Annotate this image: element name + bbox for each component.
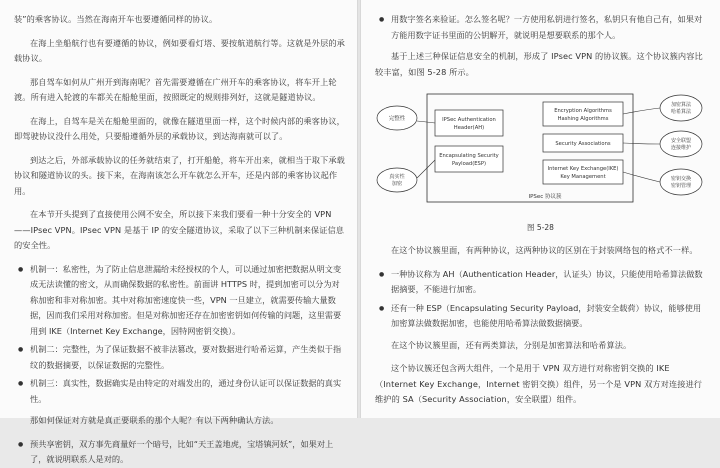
protocol-list <box>375 267 706 332</box>
esp-box-line2: Payload(ESP) <box>452 161 486 167</box>
frame-label: IPSec 协议簇 <box>528 194 562 200</box>
algorithms-line2: Hashing Algorithms <box>557 116 609 122</box>
list-item: ● 一种协议称为 AH（Authentication Header，认证头）协议，只能使用哈希算法做数据摘要，不能进行加密。 <box>375 267 706 298</box>
left-para-5: 到达之后，外部承载协议的任务就结束了，打开船舱，将车开出来，就相当于取下承载协议和隧道协议的头。接下来，在海南该怎么开车就怎么开车，还是内部的乘客协议起作用。 <box>14 154 345 196</box>
algorithms-line1: Encryption Algorithms <box>554 108 612 114</box>
algo-ellipse <box>660 95 702 121</box>
left-para-2: 在海上坐船航行也有要遵循的协议，例如要看灯塔、要按航道航行等。这就是外层的承载协议。 <box>14 37 345 63</box>
right-para-after-fig: 在这个协议簇里面，有两种协议，这两种协议的区别在于封装网络包的格式不一样。 <box>391 245 698 255</box>
esp-box <box>435 146 503 172</box>
sa-ellipse <box>660 131 702 157</box>
ah-box-line1: IPSec Authentication <box>442 117 496 123</box>
left-para-4: 在海上，自驾车是关在船舱里面的，就像在隧道里面一样，这个时候内部的乘客协议，即驾驶协议没什么用处，只要船遵循外层的承载协议，到达海南就可以了。 <box>14 115 345 141</box>
auth-ellipse <box>377 168 417 192</box>
integrity-label: 完整性 <box>388 116 406 122</box>
verify-list-right <box>375 12 706 43</box>
algorithms-box <box>543 102 623 126</box>
right-page <box>361 0 720 418</box>
left-para-6: 在本节开头提到了直接使用公网不安全，所以接下来我们要看一种十分安全的 VPN——IPsec VPN。IPsec VPN 是基于 IP 的安全隧道协议，采取了以下三种机制来保证信息的安全性。 <box>14 209 345 250</box>
list-item: ● 机制二：完整性，为了保证数据不被非法篡改，要对数据进行哈希运算，产生类似于指纹的数据摘要，以保证数据的完整性。 <box>14 342 347 373</box>
ike-box <box>543 160 623 184</box>
list-item: ● 机制一：私密性，为了防止信息泄漏给未经授权的个人，可以通过加密把数据从明文变成无法读懂的密文，从而确保数据的私密性。前面讲 HTTPS 时，提到加密可以分为对称加密和非对称加密。其中对称加密速度快一些，VPN 一旦建立，就需要传输大量数据，因而我们采用对称加密。但是对称加密还存在加密密钥如何传输的问题，这里需要用到 IKE（Internet Key Exchange，因特网密钥交换）。 <box>14 262 347 340</box>
ah-box-line2: Header(AH) <box>453 125 485 131</box>
left-para-3: 那自驾车如何从广州开到海南呢？首先需要遵循在广州开车的乘客协议，将车开上轮渡。所有进入轮渡的车都关在船舱里面，按照既定的规则排列好，这就是隧道协议。 <box>14 76 337 102</box>
left-page <box>0 0 357 464</box>
left-para-7: 那如何保证对方就是真正要联系的那个人呢？有以下两种确认方法。 <box>30 415 279 425</box>
figure-caption: 图 5-28 <box>527 223 554 232</box>
right-para-intro: 基于上述三种保证信息安全的机制，形成了 IPsec VPN 的协议簇。这个协议簇内容比较丰富，如图 5-28 所示。 <box>375 51 703 77</box>
ipsec-diagram <box>375 88 705 218</box>
right-para-algos: 在这个协议簇里面，还有两类算法，分别是加密算法和哈希算法。 <box>391 339 632 350</box>
ike-box-line2: Key Management <box>560 174 606 180</box>
svg-text:密钥交换: 密钥交换 <box>670 176 692 182</box>
left-para-1: 装”的乘客协议。当然在海南开车也要遵循同样的协议。 <box>14 14 218 24</box>
mechanism-list <box>14 262 347 408</box>
list-item: ● 预共享密钥，双方事先商量好一个暗号，比如“天王盖地虎，宝塔镇河妖”，如果对上了，就说明联系人是对的。 <box>14 437 347 468</box>
verify-list-left <box>14 437 347 468</box>
sa-box-label: Security Associations <box>555 141 611 147</box>
auth-label-2: 加密 <box>391 181 403 187</box>
list-item: ● 还有一种 ESP（Encapsulating Security Payload，封装安全载荷）协议，能够使用加密算法做数据加密，也能使用哈希算法做数据摘要。 <box>375 301 706 332</box>
svg-text:连接维护: 连接维护 <box>670 145 692 151</box>
esp-box-line1: Encapsulating Security <box>439 153 499 159</box>
svg-text:密钥管理: 密钥管理 <box>670 183 692 189</box>
ike-box-line1: Internet Key Exchange(IKE) <box>547 166 619 172</box>
right-para-last: 这个协议簇还包含两大组件，一个是用于 VPN 双方进行对称密钥交换的 IKE（Internet Key Exchange，Internet 密钥交换）组件，另一个是 VPN 双方对连接进行维护的 SA（Security Association，安全联盟）组件。 <box>375 363 703 404</box>
auth-label-1: 真实性 <box>389 174 405 180</box>
ah-box <box>435 110 503 136</box>
svg-text:安全联盟: 安全联盟 <box>670 138 692 144</box>
svg-text:哈希算法: 哈希算法 <box>670 109 692 115</box>
list-item: ● 机制三：真实性，数据确实是由特定的对端发出的，通过身份认证可以保证数据的真实性。 <box>14 376 347 407</box>
key-ellipse <box>660 169 702 195</box>
list-item: ● 用数字签名来验证。怎么签名呢？一方使用私钥进行签名，私钥只有他自己有，如果对方能用数字证书里面的公钥解开，就说明是想要联系的那个人。 <box>375 12 706 43</box>
svg-text:加密算法: 加密算法 <box>670 102 692 108</box>
